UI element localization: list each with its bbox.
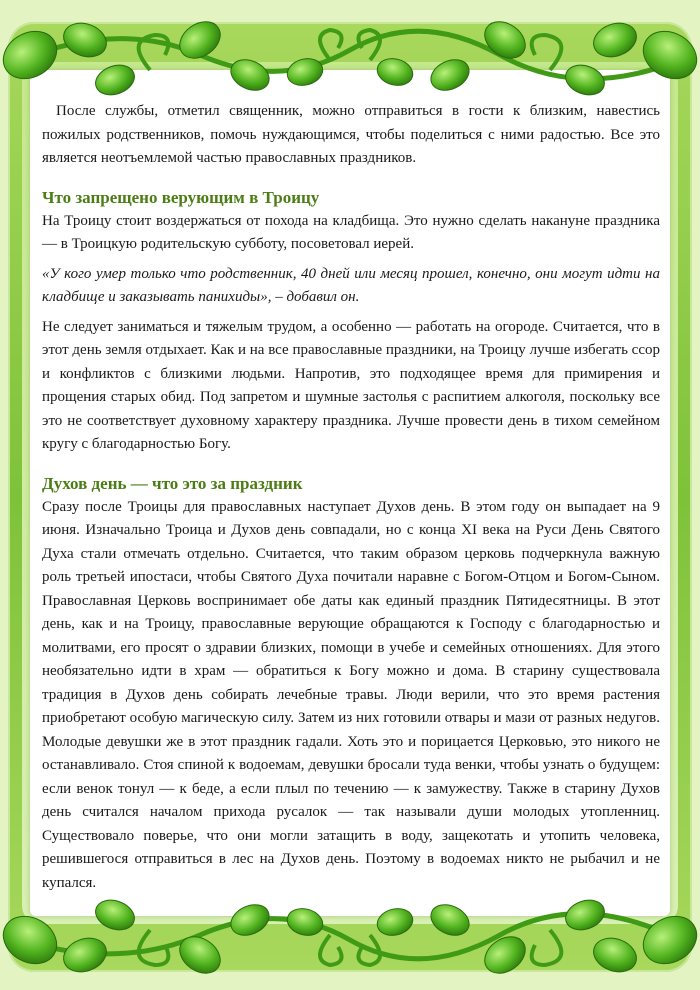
article-body xyxy=(42,100,660,895)
section-heading-trinity-prohibitions: Что запрещено верующим в Троицу xyxy=(42,187,320,207)
priest-quote: «У кого умер только что родственник, 40 дней или месяц прошел, конечно, они могут идти на кладбище и заказывать панихиды», – добавил он. xyxy=(42,265,660,305)
section-heading-holy-spirit-day: Духов день — что это за праздник xyxy=(42,473,303,493)
paragraph-cemetery: На Троицу стоит воздержаться от похода на кладбища. Это нужно сделать накануне праздника — в Троицкую родительскую субботу, посоветовал иерей. xyxy=(42,212,660,252)
paragraph-holy-spirit-day: Сразу после Троицы для православных наступает Духов день. В этом году он выпадает на 9 июня. Изначально Троица и Духов день совпадали, но с конца XI века на Руси День Святого Духа стали отмечать отдельно. Считается, что таким образом церковь подчеркнула важную роль третьей ипостаси, чтобы Святого Духа почитали наравне с Богом-Отцом и Богом-Сыном. Православная Церковь воспринимает обе даты как единый праздник Пятидесятницы. В этот день, как и на Троицу, православные верующие обращаются к Господу с благодарностью и молитвами, его просят о здравии близких, помощи в учебе и семейных отношениях. Для этого необязательно идти в храм — обратиться к Богу можно и дома. В старину существовала традиция в Духов день собирать лечебные травы. Люди верили, что это время растения приобретают особую магическую силу. Затем из них готовили отвары и мази от разных недугов. Молодые девушки же в этот праздник гадали. Хоть это и порицается Церковью, это никого не останавливало. Стоя спиной к водоемам, девушки бросали туда венки, чтобы узнать о будущем: если венок тонул — к беде, а если плыл по течению — к замужеству. Также в старину Духов день считался началом прихода русалок — так называли души молодых утопленниц. Существовало поверье, что они могли затащить в воду, защекотать и утопить человека, решившегося отправиться в лес на Духов день. Поэтому в водоемах никто не рыбачил и не купался. xyxy=(42,498,660,891)
paragraph-prohibitions: Не следует заниматься и тяжелым трудом, а особенно — работать на огороде. Считается, что в этот день земля отдыхает. Как и на все православные праздники, на Троицу лучше избегать ссор и конфликтов с близкими людьми. Напротив, это подходящее время для примирения и прощения старых обид. Под запретом и шумные застолья с распитием алкоголя, поскольку все это не соответствует духовному характеру праздника. Лучше провести день в тихом семейном кругу с благодарностью Богу. xyxy=(42,318,660,452)
intro-paragraph: После службы, отметил священник, можно отправиться в гости к близким, навестись пожилых родственников, помочь нуждающимся, чтобы поделиться с ними радостью. Все это является неотъемлемой частью православных праздников. xyxy=(42,103,660,166)
